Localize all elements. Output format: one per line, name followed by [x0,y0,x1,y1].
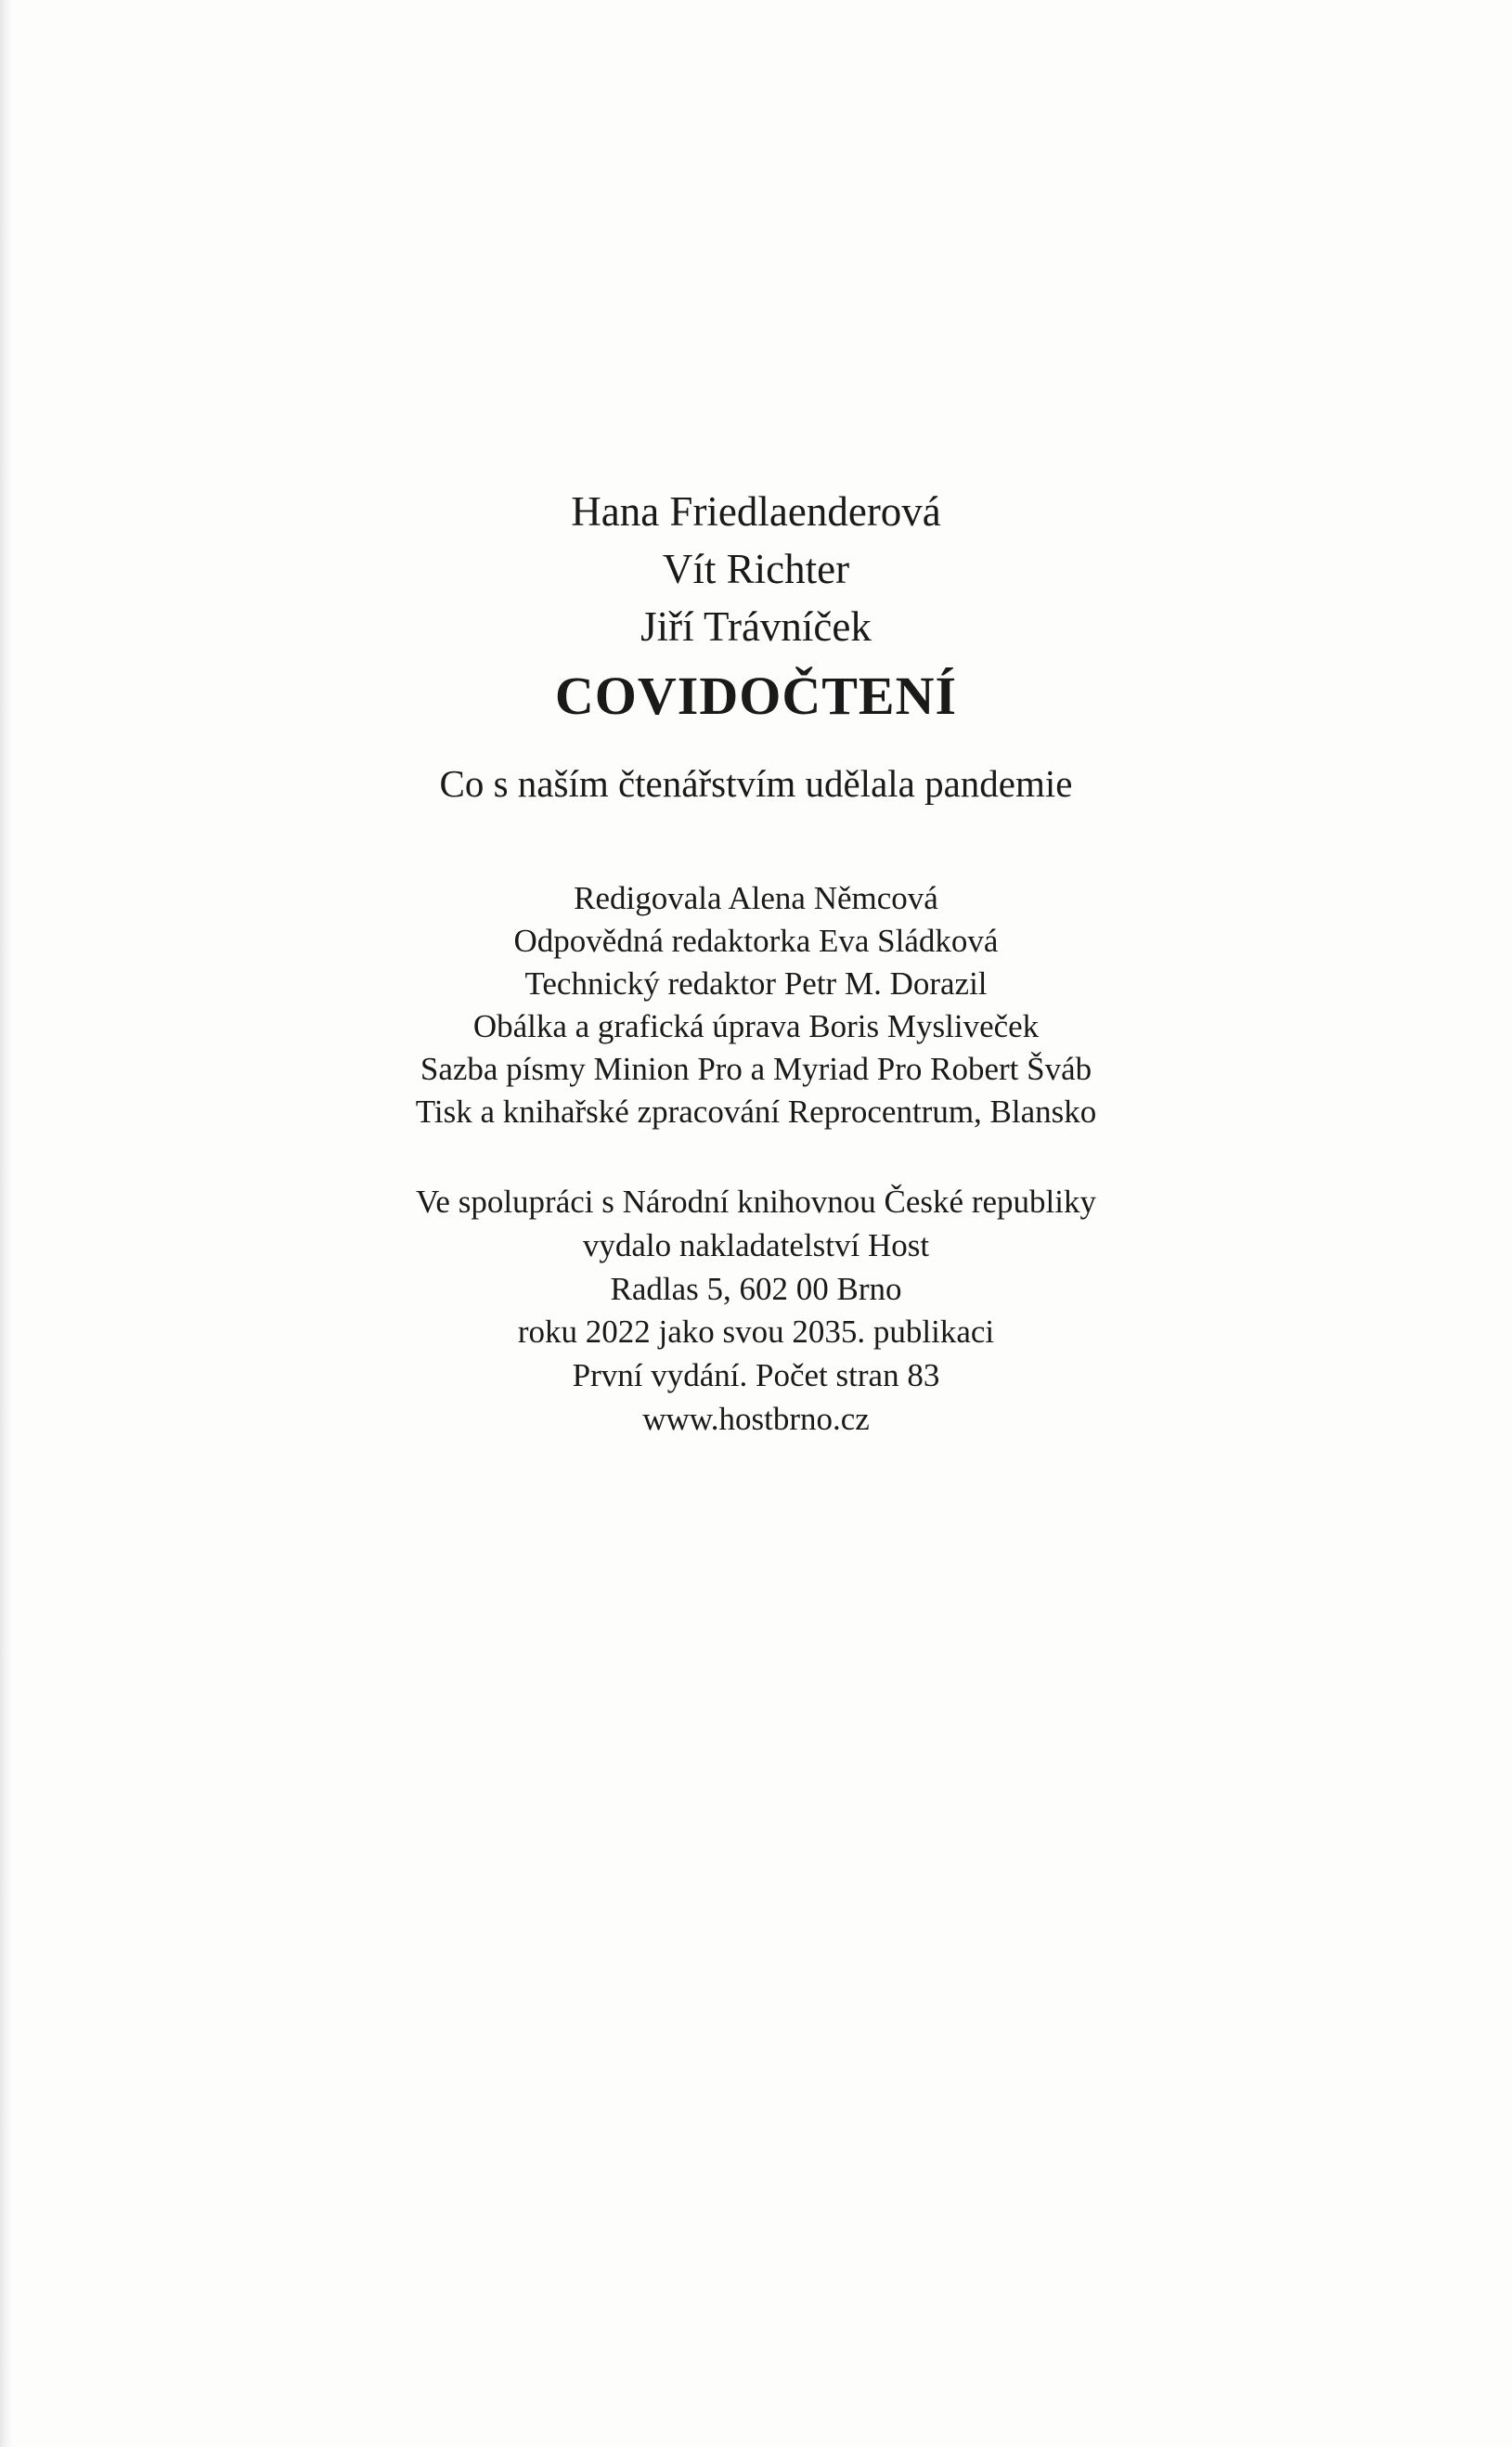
credit-line: Obálka a grafická úprava Boris Mysliveček [472,1008,1040,1044]
publisher-line: vydalo nakladatelství Host [582,1226,930,1263]
credit-line: Tisk a knihařské zpracování Reprocentrum, Blansko [415,1094,1097,1130]
publisher-line: roku 2022 jako svou 2035. publikaci [517,1314,995,1351]
author-name: Vít Richter [662,546,850,592]
authors-list [0,483,1512,655]
book-subtitle: Co s naším čtenářstvím udělala pandemie [439,762,1073,805]
author-name: Jiří Trávníček [640,603,872,650]
publisher-info [0,1181,1512,1442]
publisher-line: Ve spolupráci s Národní knihovnou České republiky [416,1184,1096,1220]
editorial-credits [0,877,1512,1133]
credit-line: Technický redaktor Petr M. Dorazil [524,965,988,1002]
book-title: COVIDOČTENÍ [554,666,958,726]
author-name: Hana Friedlaenderová [571,488,941,535]
credit-line: Odpovědná redaktorka Eva Sládková [513,923,999,959]
edition-info: První vydání. Počet stran 83 [572,1357,940,1394]
credit-line: Redigovala Alena Němcová [574,880,938,916]
publisher-address: Radlas 5, 602 00 Brno [610,1270,902,1307]
credit-line: Sazba písmy Minion Pro a Myriad Pro Robert Šváb [420,1051,1092,1087]
publisher-website: www.hostbrno.cz [642,1400,870,1437]
